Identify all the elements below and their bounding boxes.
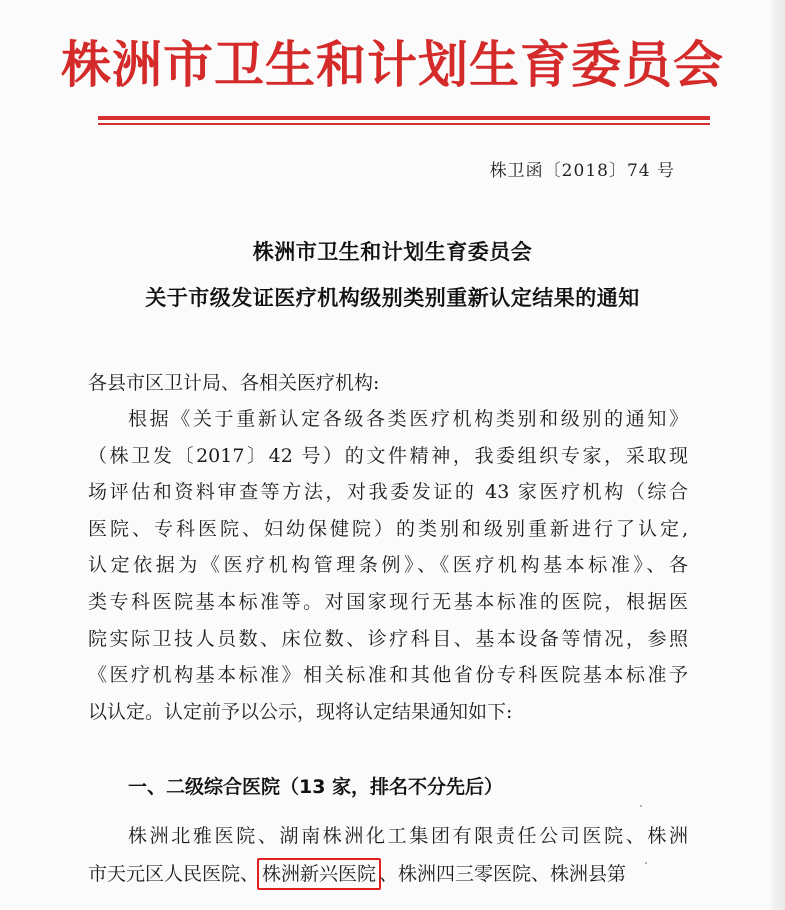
scan-speck: [640, 805, 642, 807]
hospital-list: [88, 817, 688, 893]
paragraph-line: （株卫发〔2017〕42 号）的文件精神，我委组织专家，采取现: [88, 444, 688, 467]
paragraph-line: 认定依据为《医疗机构管理条例》、《医疗机构基本标准》、各: [88, 554, 688, 577]
paragraph-line: 根据《关于重新认定各级各类医疗机构类别和级别的通知》: [128, 408, 688, 430]
section-heading: 一、二级综合医院（13 家，排名不分先后）: [128, 776, 504, 798]
paragraph-line: 医院、专科医院、妇幼保健院）的类别和级别重新进行了认定,: [88, 517, 688, 540]
paragraph-line: 以认定。认定前予以公示，现将认定结果通知如下:: [88, 700, 513, 723]
document-number: 株卫函〔2018〕74 号: [489, 161, 675, 181]
highlighted-hospital-name: 株洲新兴医院: [257, 858, 381, 890]
hospital-list-line: 株洲北雅医院、湖南株洲化工集团有限责任公司医院、株洲: [128, 825, 688, 847]
scan-edge-shadow: [771, 0, 785, 910]
paragraph-line: 《医疗机构基本标准》相关标准和其他省份专科医院基本标准予: [88, 664, 688, 687]
letterhead-red-rule-thick: [98, 116, 710, 120]
letterhead-red-rule-thin: [98, 123, 710, 125]
hospital-list-line: [88, 855, 688, 893]
scan-speck: [645, 862, 647, 864]
letterhead-masthead: 株洲市卫生和计划生育委员会: [61, 35, 724, 94]
hospital-text: 市天元区人民医院、: [88, 863, 260, 885]
salutation: 各县市区卫计局、各相关医疗机构:: [88, 372, 380, 394]
paragraph-line: 类专科医院基本标准等。对国家现行无基本标准的医院，根据医: [88, 590, 688, 613]
body-paragraph: [88, 401, 688, 730]
paragraph-line: 场评估和资料审查等方法，对我委发证的 43 家医疗机构（综合: [88, 481, 688, 504]
hospital-text: 、株洲四三零医院、株洲县第: [379, 863, 627, 885]
document-title-line-1: 株洲市卫生和计划生育委员会: [252, 239, 533, 264]
paragraph-line: 院实际卫技人员数、床位数、诊疗科目、基本设备等情况，参照: [88, 627, 688, 650]
document-title-line-2: 关于市级发证医疗机构级别类别重新认定结果的通知: [145, 285, 640, 310]
